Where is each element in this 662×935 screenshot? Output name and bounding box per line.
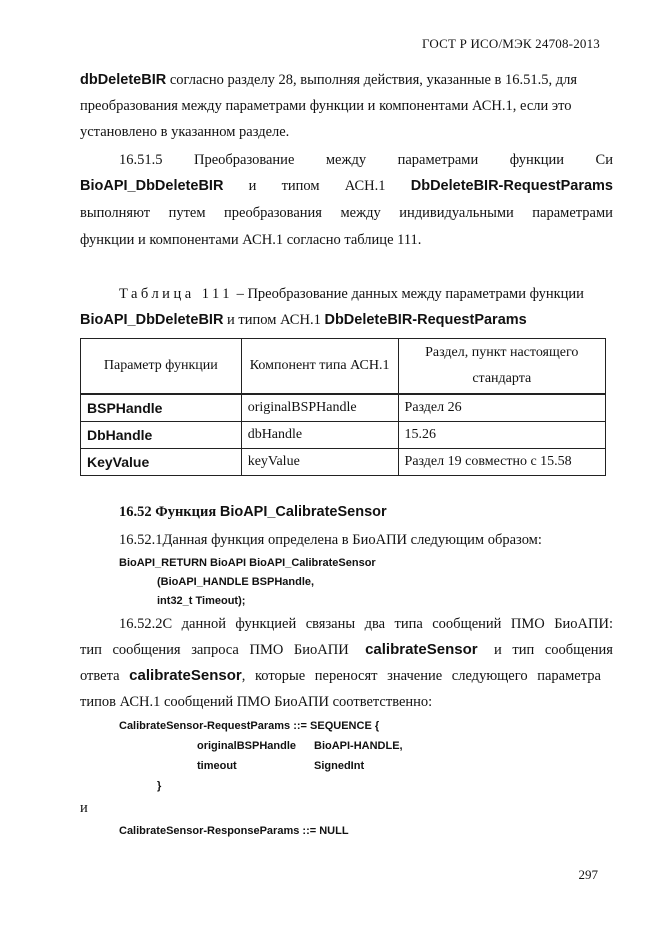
word: Си (595, 152, 613, 168)
table-cell: originalBSPHandle (241, 394, 398, 422)
word: индивидуальными (399, 205, 514, 221)
word: типа (394, 616, 423, 632)
table-cell: dbHandle (241, 422, 398, 449)
table-cell: 15.26 (398, 422, 605, 449)
code-closing-brace: } (157, 780, 162, 792)
paragraph-1-line-1 (80, 70, 613, 90)
table-cell: BSPHandle (81, 394, 242, 422)
code-field-type: BioAPI-HANDLE, (314, 740, 403, 752)
header-cell: Параметр функции (81, 339, 242, 395)
text-run: и тип сообщения (494, 642, 613, 658)
word: типом (281, 178, 320, 194)
table-cell: KeyValue (81, 449, 242, 476)
code-term: calibrateSensor (365, 641, 478, 658)
paragraph-1-line-3: установлено в указанном разделе. (80, 124, 290, 140)
word: ПМО (510, 616, 545, 632)
code-line: CalibrateSensor-ResponseParams ::= NULL (119, 825, 349, 837)
section-paragraph-2-line-2 (80, 640, 613, 660)
code-term: BioAPI_DbDeleteBIR (80, 178, 224, 194)
word: выполняют (80, 205, 151, 221)
text-run: и типом АСН.1 (223, 312, 325, 328)
paragraph-2-line-1 (119, 150, 613, 170)
code-term: BioAPI_CalibrateSensor (219, 504, 387, 520)
code-line: BioAPI_RETURN BioAPI BioAPI_CalibrateSensor (119, 557, 376, 569)
table-cell: keyValue (241, 449, 398, 476)
section-paragraph-2-line-4: типов АСН.1 сообщений ПМО БиоАПИ соответственно: (80, 694, 433, 710)
word: Преобразование (193, 152, 295, 168)
text-run: тип сообщения запроса ПМО БиоАПИ (80, 642, 349, 658)
table-row (81, 422, 606, 449)
header-cell: Компонент типа АСН.1 (241, 339, 398, 395)
section-paragraph-1: 16.52.1Данная функция определена в БиоАПИ следующим образом: (119, 532, 542, 548)
word: между (340, 205, 381, 221)
word: между (325, 152, 367, 168)
table-111 (80, 338, 606, 476)
section-heading (119, 502, 613, 522)
word: функции (509, 152, 565, 168)
header-cell: Раздел, пункт настоящего стандарта (398, 339, 605, 395)
table-header-row (81, 339, 606, 395)
table-caption-line-2 (80, 310, 613, 330)
word: АСН.1 (344, 178, 386, 194)
word: параметрами (397, 152, 479, 168)
code-term: calibrateSensor (129, 667, 242, 684)
paragraph-2-line-4: функции и компонентами АСН.1 согласно таблице 111. (80, 232, 422, 248)
page-header: ГОСТ Р ИСО/МЭК 24708-2013 (421, 36, 600, 51)
code-line: CalibrateSensor-RequestParams ::= SEQUENCE { (119, 720, 380, 732)
text-run: согласно разделу 28, выполняя действия, указанные в 16.51.5, для (166, 72, 578, 88)
table-cell: Раздел 26 (398, 394, 605, 422)
table-caption-line-1 (119, 284, 613, 304)
word: два (364, 616, 386, 632)
word: и (248, 178, 257, 194)
code-line: (BioAPI_HANDLE BSPHandle, (157, 576, 315, 588)
word: сообщений (432, 616, 502, 632)
table-cell: Раздел 19 совместно с 15.58 (398, 449, 605, 476)
word: параметрами (532, 205, 613, 221)
text-run: ответа (80, 668, 120, 684)
word: 16.52.2С (119, 616, 173, 632)
section-paragraph-2-line-3 (80, 666, 613, 686)
table-caption-text: – Преобразование данных между параметрами функции (232, 286, 584, 302)
section-paragraph-2-line-1 (119, 614, 613, 634)
text-run: , которые переносят значение следующего параметра (241, 668, 601, 684)
page-number: 297 (578, 867, 598, 882)
code-line: int32_t Timeout); (157, 595, 246, 607)
code-field-name: originalBSPHandle (197, 740, 297, 752)
word: путем (168, 205, 206, 221)
word: БиоАПИ: (554, 616, 613, 632)
paragraph-2-line-2 (80, 176, 613, 196)
word: данной (181, 616, 226, 632)
word: функцией (235, 616, 297, 632)
code-field-name: timeout (197, 760, 237, 772)
table-row (81, 449, 606, 476)
paragraph-1-line-2: преобразования между параметрами функции и компонентами АСН.1, если это (80, 98, 572, 114)
table-cell: DbHandle (81, 422, 242, 449)
table-label: Таблица 111 (119, 286, 233, 302)
code-term: DbDeleteBIR-RequestParams (410, 178, 613, 194)
code-term: dbDeleteBIR (80, 72, 167, 88)
section-number: 16.52 Функция (119, 504, 220, 520)
code-field-type: SignedInt (314, 760, 365, 772)
word: 16.51.5 (119, 152, 163, 168)
word: связаны (305, 616, 356, 632)
conjunction-text: и (80, 800, 88, 816)
code-term: DbDeleteBIR-RequestParams (324, 312, 527, 328)
word: преобразования (224, 205, 322, 221)
table-row (81, 394, 606, 422)
code-term: BioAPI_DbDeleteBIR (80, 312, 224, 328)
paragraph-2-line-3 (80, 203, 613, 223)
